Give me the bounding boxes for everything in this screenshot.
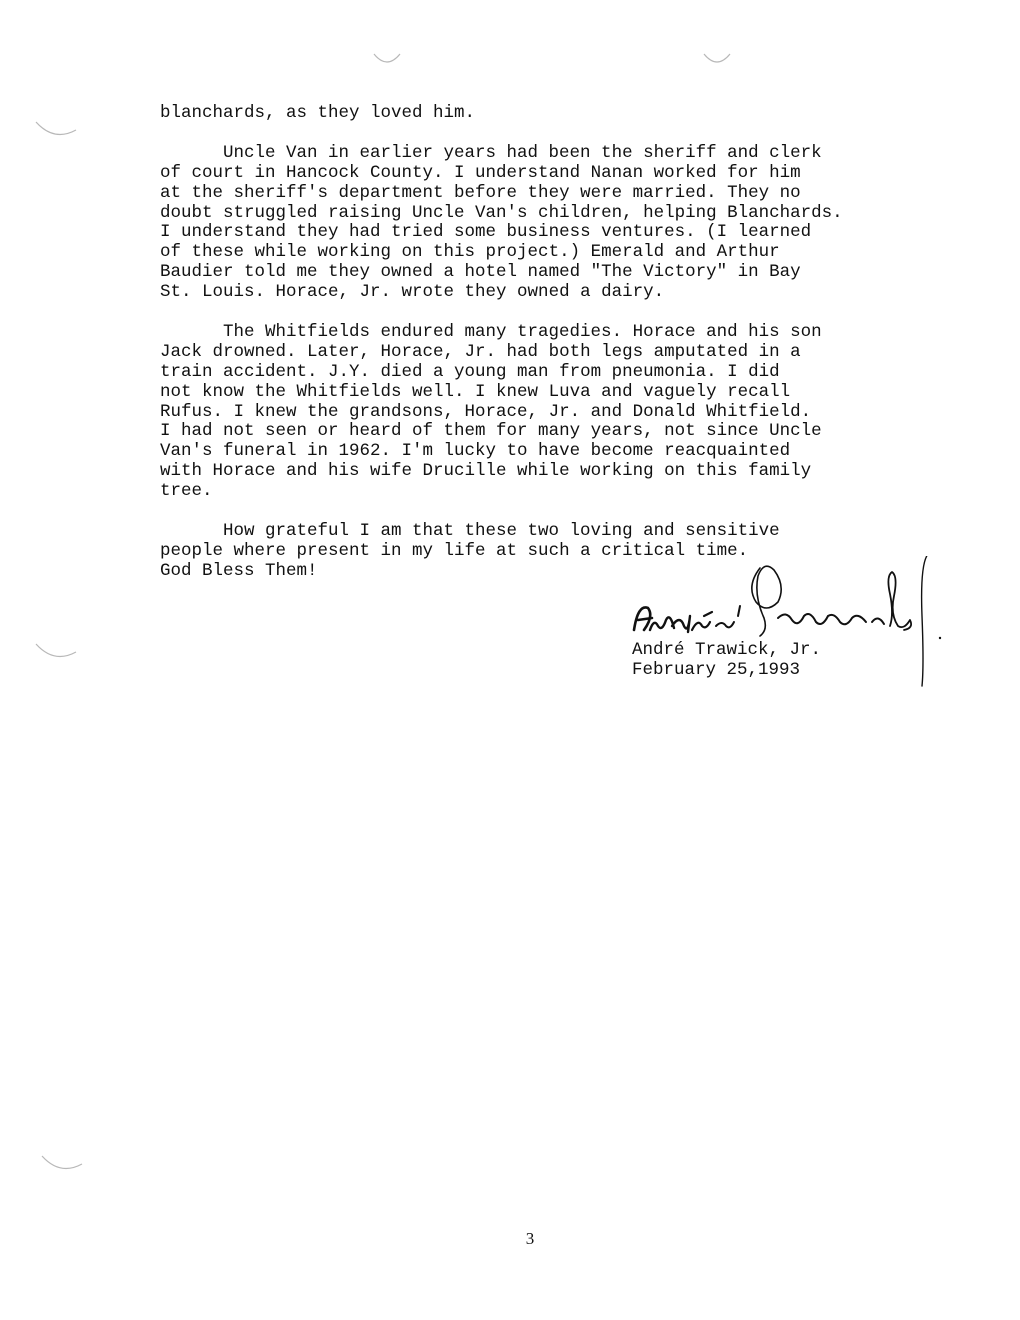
text-line: blanchards, as they loved him. xyxy=(160,103,476,123)
text-line: tree. xyxy=(160,481,213,502)
text-line: with Horace and his wife Drucille while working on this family xyxy=(160,461,812,482)
punch-hole-mark-top-right xyxy=(702,50,732,72)
punch-hole-mark-top-left xyxy=(372,50,402,72)
text-line: St. Louis. Horace, Jr. wrote they owned a dairy. xyxy=(160,282,665,303)
text-line: Rufus. I knew the grandsons, Horace, Jr. and Donald Whitfield. xyxy=(160,401,812,422)
text-line: How grateful I am that these two loving and sensitive xyxy=(223,520,780,541)
text-line: Baudier told me they owned a hotel named "The Victory" in Bay xyxy=(160,262,801,283)
letter-body xyxy=(160,104,960,582)
text-line: I understand they had tried some business ventures. (I learned xyxy=(160,222,812,243)
paragraph-2 xyxy=(160,144,960,303)
text-line: people where present in my life at such a critical time. xyxy=(160,540,749,561)
signer-name: André Trawick, Jr. xyxy=(632,640,822,660)
text-line: at the sheriff's department before they were married. They no xyxy=(160,182,801,203)
text-line: I had not seen or heard of them for many years, not since Uncle xyxy=(160,421,822,442)
page-number: 3 xyxy=(525,1229,535,1248)
punch-hole-mark-left-2 xyxy=(34,634,78,664)
text-line: Jack drowned. Later, Horace, Jr. had both legs amputated in a xyxy=(160,341,801,362)
paragraph-gap xyxy=(160,303,960,323)
paragraph-3 xyxy=(160,323,960,502)
punch-hole-mark-left-1 xyxy=(34,112,78,142)
text-line: not know the Whitfields well. I knew Luva and vaguely recall xyxy=(160,381,791,402)
text-line: of court in Hancock County. I understand Nanan worked for him xyxy=(160,162,801,183)
text-line: train accident. J.Y. died a young man from pneumonia. I did xyxy=(160,361,780,382)
punch-hole-mark-left-3 xyxy=(40,1146,84,1176)
text-line: Van's funeral in 1962. I'm lucky to have become reacquainted xyxy=(160,441,791,462)
paragraph-1 xyxy=(160,104,960,124)
signature-date: February 25,1993 xyxy=(632,660,801,680)
text-line: God Bless Them! xyxy=(160,560,318,581)
text-line: The Whitfields endured many tragedies. Horace and his son xyxy=(223,321,822,342)
paragraph-gap xyxy=(160,124,960,144)
text-line: doubt struggled raising Uncle Van's children, helping Blanchards. xyxy=(160,202,843,223)
paragraph-gap xyxy=(160,502,960,522)
text-line: Uncle Van in earlier years had been the sheriff and clerk xyxy=(223,142,822,163)
text-line: of these while working on this project.) Emerald and Arthur xyxy=(160,242,780,263)
